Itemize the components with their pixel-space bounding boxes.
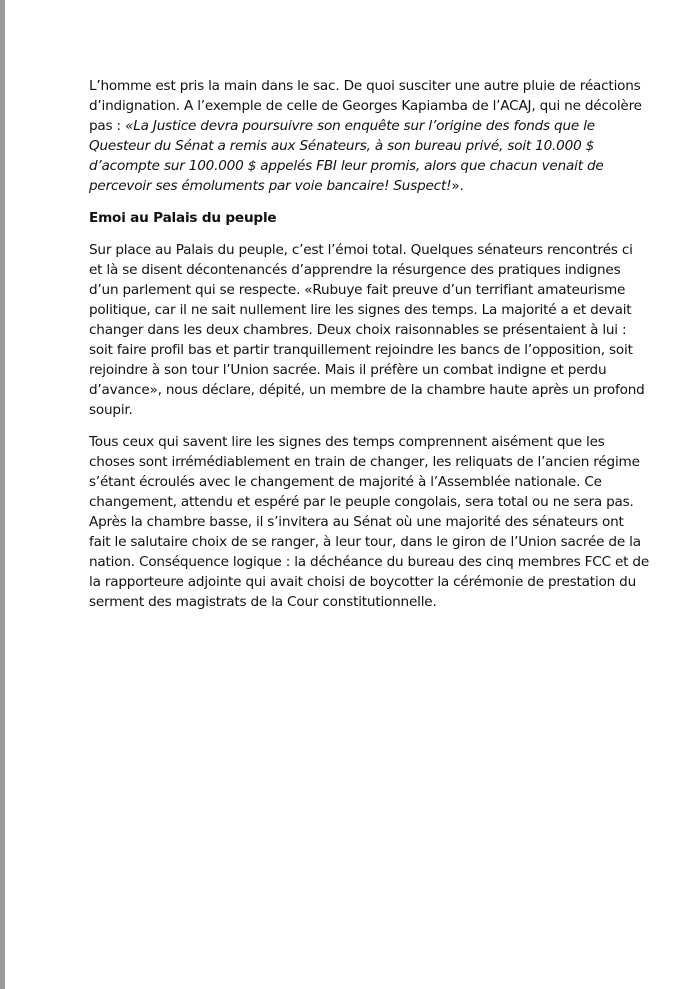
- viewer-left-edge: [0, 0, 5, 989]
- paragraph-intro-text: L’homme est pris la main dans le sac. De quoi susciter une autre pluie de réactions d’indignation. A l’exemple de celle de Georges Kapiamba de l’ACAJ, qui ne décolère pas :: [89, 78, 642, 134]
- document-page: [89, 76, 649, 624]
- section-heading: Emoi au Palais du peuple: [89, 210, 277, 226]
- quote-closing: ».: [451, 178, 464, 194]
- paragraph-signes-des-temps: Tous ceux qui savent lire les signes des temps comprennent aisément que les choses sont irrémédiablement en train de changer, les reliquats de l’ancien régime s’étant écroulés avec le changement de majorité à l’Assemblée nationale. Ce changement, attendu et espéré par le peuple congolais, sera total ou ne sera pas. Après la chambre basse, il s’invitera au Sénat où une majorité des sénateurs ont fait le salutaire choix de se ranger, à leur tour, dans le giron de l’Union sacrée de la nation. Conséquence logique : la déchéance du bureau des cinq membres FCC et de la rapporteure adjointe qui avait choisi de boycotter la cérémonie de prestation du serment des magistrats de la Cour constitutionnelle.: [89, 434, 649, 610]
- kapiamba-quote: «La Justice devra poursuivre son enquête sur l’origine des fonds que le Questeur du Sénat a remis aux Sénateurs, à son bureau privé, soit 10.000 $ d’acompte sur 100.000 $ appelés FBI leur promis, alors que chacun venait de percevoir ses émoluments par voie bancaire! Suspect!: [89, 118, 604, 194]
- paragraph-palais: Sur place au Palais du peuple, c’est l’émoi total. Quelques sénateurs rencontrés ci et là se disent décontenancés d’apprendre la résurgence des pratiques indignes d’un parlement qui se respecte. «Rubuye fait preuve d’un terrifiant amateurisme politique, car il ne sait nullement lire les signes des temps. La majorité a et devait changer dans les deux chambres. Deux choix raisonnables se présentaient à lui : soit faire profil bas et partir tranquillement rejoindre les bancs de l’opposition, soit rejoindre à son tour l’Union sacrée. Mais il préfère un combat indigne et perdu d’avance», nous déclare, dépité, un membre de la chambre haute après un profond soupir.: [89, 242, 645, 418]
- paragraph-indignation: [89, 76, 649, 196]
